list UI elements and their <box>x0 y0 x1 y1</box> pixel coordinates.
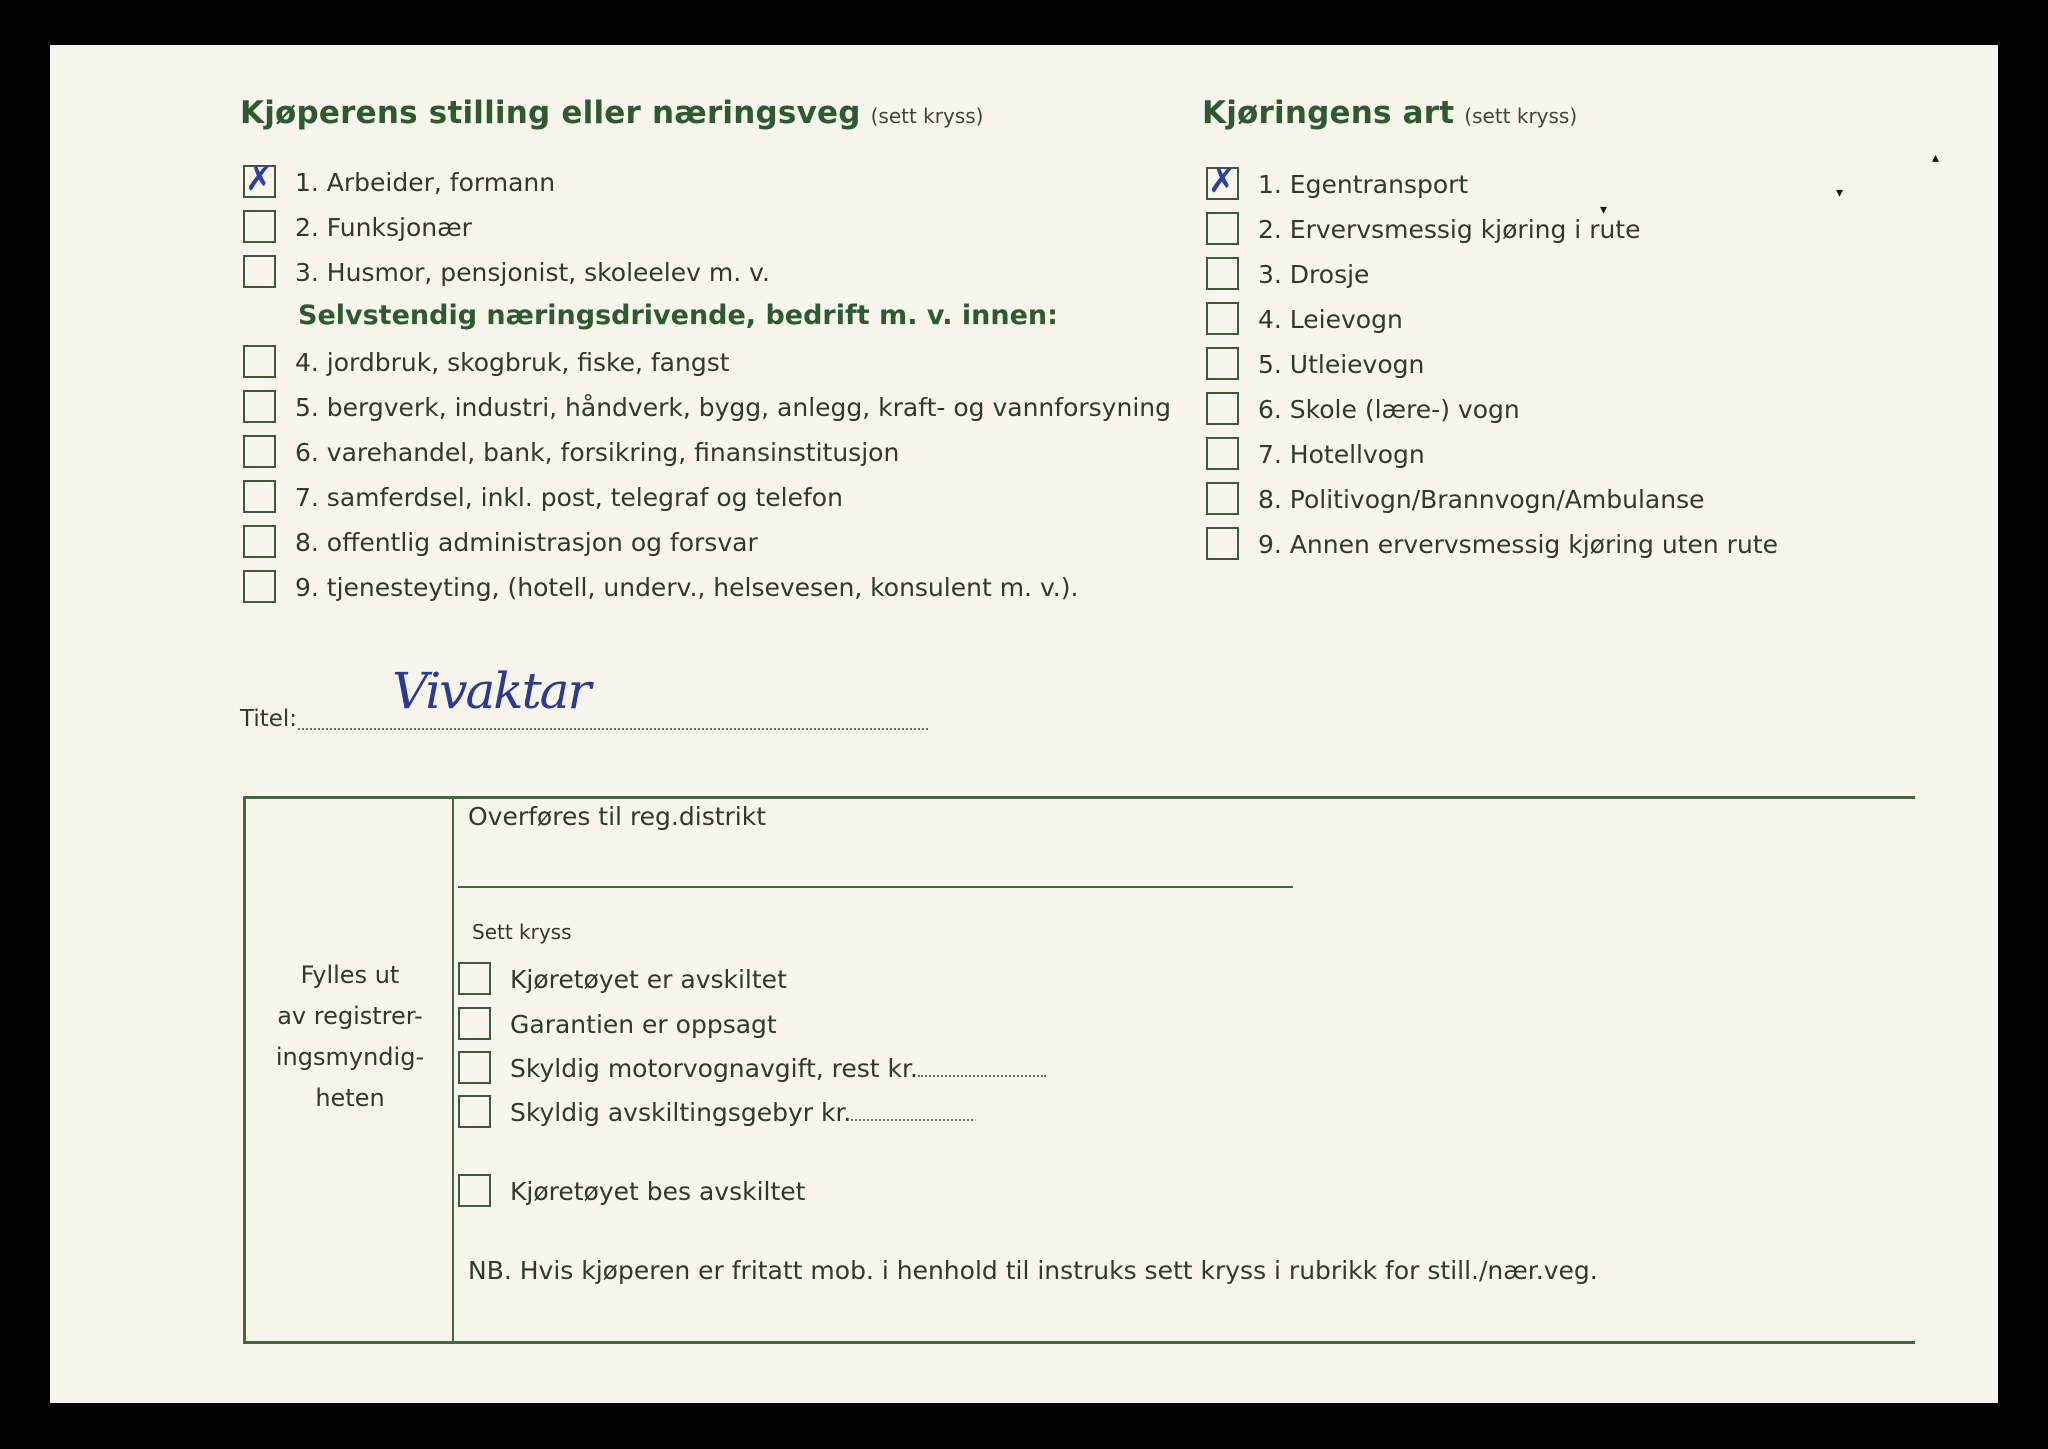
checkbox[interactable] <box>243 390 276 423</box>
checkbox[interactable] <box>243 525 276 558</box>
option-label: 1. Arbeider, formann <box>295 168 556 197</box>
option-label: 6. varehandel, bank, forsikring, finansinstitusjon <box>295 438 900 467</box>
option-label: 3. Drosje <box>1258 260 1370 289</box>
self-employed-subheading: Selvstendig næringsdrivende, bedrift m. v. innen: <box>298 300 1058 331</box>
checkbox[interactable] <box>1206 347 1239 380</box>
scan-speck: ▴ <box>1932 150 1940 166</box>
option-label: 5. Utleievogn <box>1258 350 1425 379</box>
left-section-heading <box>240 95 983 131</box>
option-label: 9. tjenesteyting, (hotell, underv., helsevesen, konsulent m. v.). <box>295 573 1079 602</box>
option-label: 3. Husmor, pensjonist, skoleelev m. v. <box>295 258 770 287</box>
registry-divider <box>452 796 454 1344</box>
sett-kryss-label: Sett kryss <box>472 920 572 944</box>
option-label: 8. offentlig administrasjon og forsvar <box>295 528 758 557</box>
option-label: 9. Annen ervervsmessig kjøring uten rute <box>1258 530 1778 559</box>
checkbox[interactable] <box>1206 437 1239 470</box>
transfer-district-field[interactable] <box>458 886 1293 888</box>
authority-line: Fylles ut <box>300 961 400 989</box>
option-label: 7. Hotellvogn <box>1258 440 1425 469</box>
option-label: 4. Leievogn <box>1258 305 1403 334</box>
checkbox[interactable] <box>1206 302 1239 335</box>
option-label: Kjøretøyet er avskiltet <box>510 965 787 994</box>
checkbox[interactable] <box>243 435 276 468</box>
amount-field[interactable] <box>851 1099 973 1121</box>
nb-note: NB. Hvis kjøperen er fritatt mob. i henhold til instruks sett kryss i rubrikk for still./nær.veg. <box>468 1256 1598 1285</box>
option-label: 8. Politivogn/Brannvogn/Ambulanse <box>1258 485 1705 514</box>
option-label: 2. Ervervsmessig kjøring i rute <box>1258 215 1641 244</box>
right-heading-note: (sett kryss) <box>1464 104 1578 128</box>
left-heading-text: Kjøperens stilling eller næringsveg <box>240 95 861 131</box>
titel-handwritten-value[interactable]: Vivaktar <box>392 662 590 720</box>
option-label <box>510 1096 973 1129</box>
check-mark-icon: ✗ <box>1208 161 1237 201</box>
right-heading-text: Kjøringens art <box>1202 95 1455 131</box>
authority-line: heten <box>315 1084 385 1112</box>
titel-dotted-line <box>298 728 928 730</box>
option-label: Garantien er oppsagt <box>510 1010 777 1039</box>
checkbox[interactable] <box>243 345 276 378</box>
scan-speck: ▾ <box>1600 202 1608 218</box>
option-label: 1. Egentransport <box>1258 170 1469 199</box>
option-label: 5. bergverk, industri, håndverk, bygg, anlegg, kraft- og vannforsyning <box>295 393 1171 422</box>
option-label <box>510 1052 1046 1085</box>
left-heading-note: (sett kryss) <box>870 104 984 128</box>
checkbox[interactable] <box>243 570 276 603</box>
checkbox[interactable] <box>458 1174 491 1207</box>
authority-line: av registrer- <box>277 1002 423 1030</box>
option-label-text: Skyldig avskiltingsgebyr kr. <box>510 1098 852 1127</box>
checkbox[interactable] <box>1206 212 1239 245</box>
checkbox[interactable] <box>243 210 276 243</box>
authority-line: ingsmyndig- <box>275 1043 425 1071</box>
checkbox[interactable] <box>458 1095 491 1128</box>
registry-authority-note <box>255 955 445 1119</box>
scan-speck: ▾ <box>1836 185 1844 201</box>
checkbox[interactable] <box>458 962 491 995</box>
checkbox[interactable] <box>1206 257 1239 290</box>
checkbox[interactable] <box>458 1007 491 1040</box>
titel-label: Titel: <box>240 706 298 732</box>
checkbox[interactable] <box>1206 527 1239 560</box>
option-label: 4. jordbruk, skogbruk, fiske, fangst <box>295 348 730 377</box>
right-section-heading <box>1202 95 1577 131</box>
option-label: 2. Funksjonær <box>295 213 472 242</box>
checkbox[interactable] <box>1206 392 1239 425</box>
checkbox[interactable] <box>243 480 276 513</box>
transfer-district-label: Overføres til reg.distrikt <box>468 802 767 831</box>
checkbox[interactable] <box>243 255 276 288</box>
option-label: 7. samferdsel, inkl. post, telegraf og telefon <box>295 483 843 512</box>
checkbox[interactable] <box>1206 482 1239 515</box>
checkbox[interactable] <box>458 1051 491 1084</box>
amount-field[interactable] <box>918 1055 1046 1077</box>
option-label: 6. Skole (lære-) vogn <box>1258 395 1520 424</box>
option-label: Kjøretøyet bes avskiltet <box>510 1177 806 1206</box>
check-mark-icon: ✗ <box>245 159 274 199</box>
option-label-text: Skyldig motorvognavgift, rest kr. <box>510 1054 918 1083</box>
